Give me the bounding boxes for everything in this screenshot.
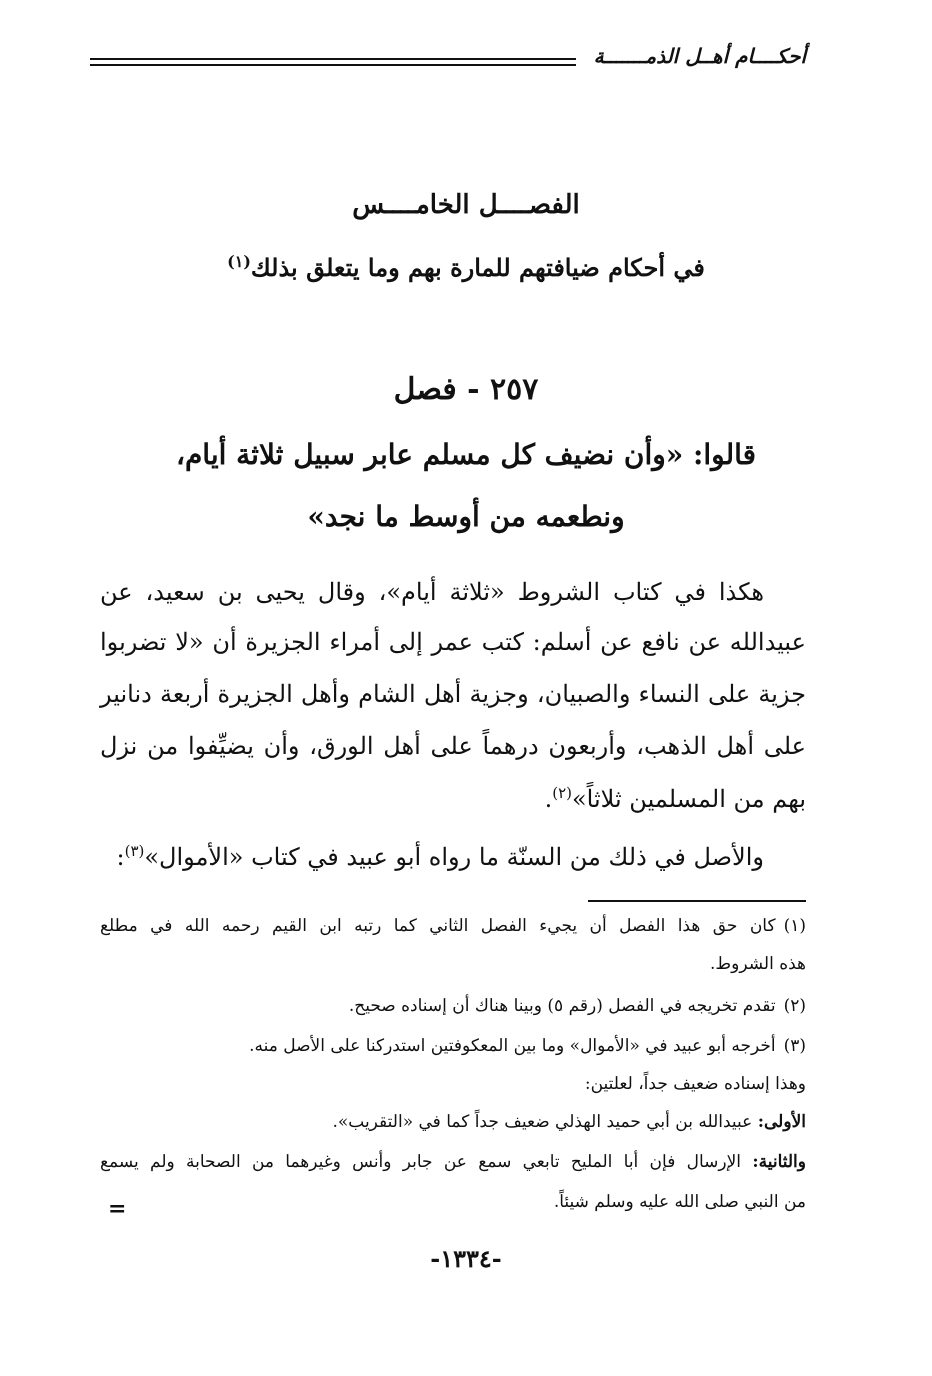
header-rule — [90, 58, 576, 60]
section-quote-line: ونطعمه من أوسط ما نجد» — [307, 500, 625, 533]
section-quote-line: قالوا: «وأن نضيف كل مسلم عابر سبيل ثلاثة أيام، — [175, 438, 757, 471]
body-text: والأصل في ذلك من السنّة ما رواه أبو عبيد في كتاب «الأموال» — [144, 843, 764, 871]
body-text-line — [100, 842, 764, 871]
footnote-text: تقدم تخريجه في الفصل (رقم ٥) وبينا هناك أن إسناده صحيح. — [348, 996, 776, 1016]
body-text: بهم من المسلمين ثلاثاً» — [572, 785, 806, 813]
continuation-mark: = — [108, 1196, 127, 1222]
body-text-line: عبيدالله عن نافع عن أسلم: كتب عمر إلى أمراء الجزيرة أن «لا تضربوا — [100, 628, 806, 656]
footnote-marker: (٣) — [124, 842, 145, 860]
footnote-number: (٣) — [783, 1036, 806, 1056]
running-header-title: أحكــــام أهــل الذمـــــــة — [593, 44, 806, 68]
footnote-text: كان حق هذا الفصل أن يجيء الفصل الثاني كما رتبه ابن القيم رحمه الله في مطلع — [100, 916, 776, 936]
footnote-text: أخرجه أبو عبيد في «الأموال» وما بين المعكوفتين استدركنا على الأصل منه. — [249, 1036, 776, 1056]
chapter-subtitle-text: في أحكام ضيافتهم للمارة بهم وما يتعلق بذلك — [250, 253, 705, 282]
footnote-separator — [588, 900, 806, 902]
punctuation: : — [116, 843, 125, 871]
footnote-marker: (١) — [227, 252, 251, 271]
footnote-number: (١) — [783, 916, 806, 936]
footnote-3-second-reason — [100, 1152, 806, 1172]
body-text-line: هكذا في كتاب الشروط «ثلاثة أيام»، وقال يحيى بن سعيد، عن — [100, 578, 764, 606]
footnote-3 — [100, 1036, 806, 1056]
body-text-line — [100, 784, 806, 813]
chapter-subtitle — [0, 252, 932, 282]
footnote-3-second-reason-continued: من النبي صلى الله عليه وسلم شيئاً. — [553, 1192, 806, 1212]
footnote-number: (٢) — [783, 996, 806, 1016]
header-rule — [90, 64, 576, 66]
chapter-title: الفصــــل الخامــــس — [352, 190, 580, 220]
footnote-3-first-reason — [100, 1112, 806, 1132]
reason-label: والثانية: — [752, 1152, 806, 1172]
body-text-line: على أهل الذهب، وأربعون درهماً على أهل الورق، وأن يضيِّفوا من نزل — [100, 732, 806, 760]
footnote-2 — [100, 996, 806, 1016]
body-text-line: جزية على النساء والصبيان، وجزية أهل الشام وأهل الجزيرة أربعة دنانير — [100, 680, 806, 708]
reason-text: عبيدالله بن أبي حميد الهذلي ضعيف جداً كما في «التقريب». — [332, 1112, 753, 1132]
footnote-marker: (٢) — [552, 784, 572, 802]
reason-text: الإرسال فإن أبا المليح تابعي سمع عن جابر وأنس وغيرهما من الصحابة ولم يسمع — [100, 1152, 742, 1172]
footnote-1 — [100, 916, 806, 936]
section-heading: ٢٥٧ - فصل — [393, 372, 539, 407]
punctuation: . — [544, 785, 553, 813]
page-number: -١٣٣٤- — [430, 1244, 502, 1273]
reason-label: الأولى: — [757, 1112, 806, 1132]
footnote-3-continued: وهذا إسناده ضعيف جداً، لعلتين: — [584, 1074, 806, 1094]
footnote-1-continued: هذه الشروط. — [710, 954, 806, 974]
